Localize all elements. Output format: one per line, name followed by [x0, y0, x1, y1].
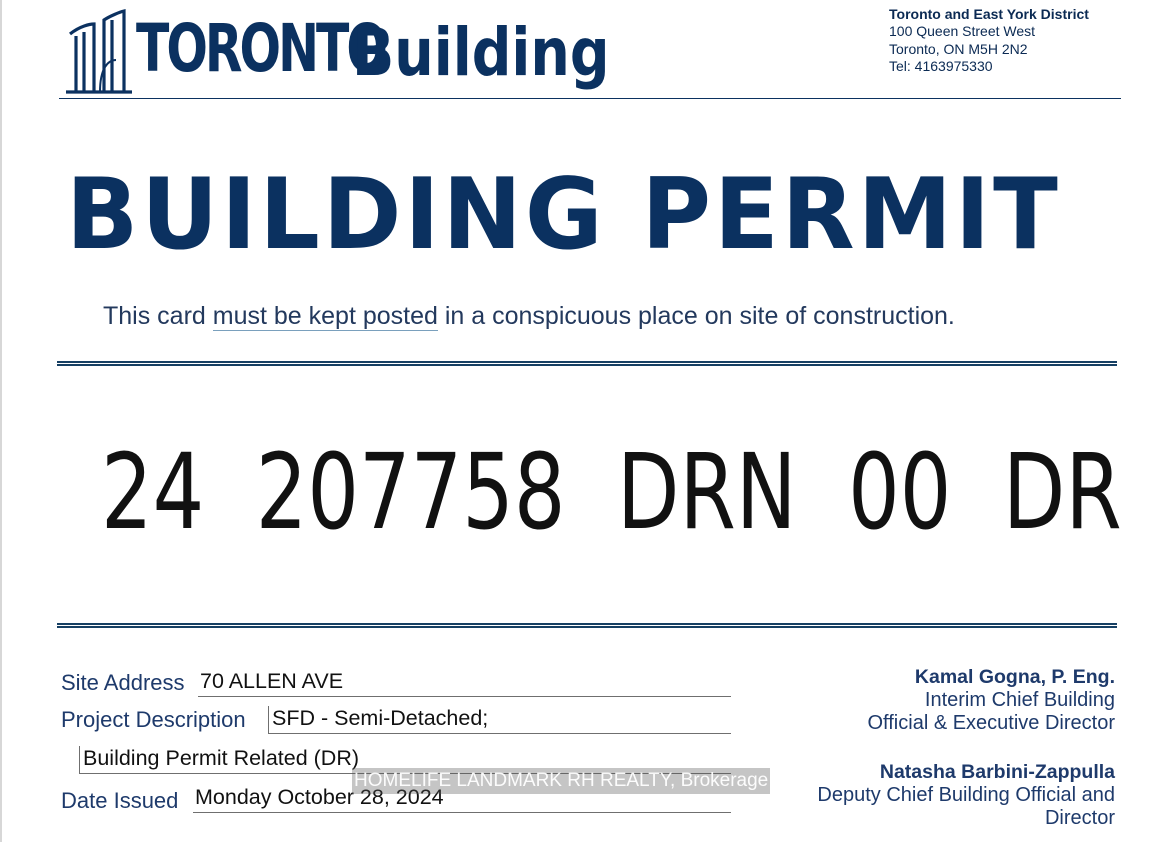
toronto-building-logo: [64, 8, 610, 104]
site-address-value: 70 ALLEN AVE: [198, 669, 731, 697]
signing-officials: [817, 666, 1115, 830]
posting-notice: [103, 302, 955, 331]
permit-number: 24 207758 DRN 00 DR: [101, 431, 1122, 553]
site-address-label: Site Address: [61, 670, 185, 695]
lower-double-divider: [57, 623, 1117, 628]
district-phone: Tel: 4163975330: [889, 57, 993, 74]
notice-underlined-text: must be kept posted: [212, 302, 438, 330]
logo-word-toronto: TORONTO: [136, 10, 385, 87]
date-issued-label: Date Issued: [61, 788, 179, 813]
logo-word-building: Building: [352, 14, 610, 91]
page-title: BUILDING PERMIT: [66, 158, 1061, 272]
district-city: Toronto, ON M5H 2N2: [889, 40, 1028, 57]
official-2-name: Natasha Barbini-Zappulla: [879, 761, 1115, 783]
officials-spacer: [817, 735, 1115, 761]
official-2-title-line-1: Deputy Chief Building Official and: [817, 784, 1115, 806]
notice-text-end: in a conspicuous place on site of construction.: [437, 302, 955, 330]
city-hall-logo-icon: [64, 8, 134, 100]
official-1-name: Kamal Gogna, P. Eng.: [914, 666, 1115, 688]
upper-double-divider: [57, 361, 1117, 366]
project-description-value-line-2: Building Permit Related (DR): [79, 746, 731, 774]
official-1-title-line-2: Official & Executive Director: [867, 712, 1115, 734]
official-2-title-line-2: Director: [1044, 807, 1115, 829]
page-edge-rule: [0, 0, 2, 842]
date-issued-value: Monday October 28, 2024: [193, 785, 731, 813]
project-description-label: Project Description: [61, 707, 246, 732]
district-street: 100 Queen Street West: [889, 23, 1036, 40]
notice-text-start: This card: [103, 302, 213, 330]
district-address: [889, 6, 1089, 75]
header-divider: [59, 98, 1121, 99]
brokerage-watermark: HOMELIFE LANDMARK RH REALTY, Brokerage: [352, 768, 770, 794]
district-name: Toronto and East York District: [889, 6, 1089, 22]
official-1-title-line-1: Interim Chief Building: [924, 689, 1115, 711]
project-description-value-line-1: SFD - Semi-Detached;: [268, 706, 731, 734]
